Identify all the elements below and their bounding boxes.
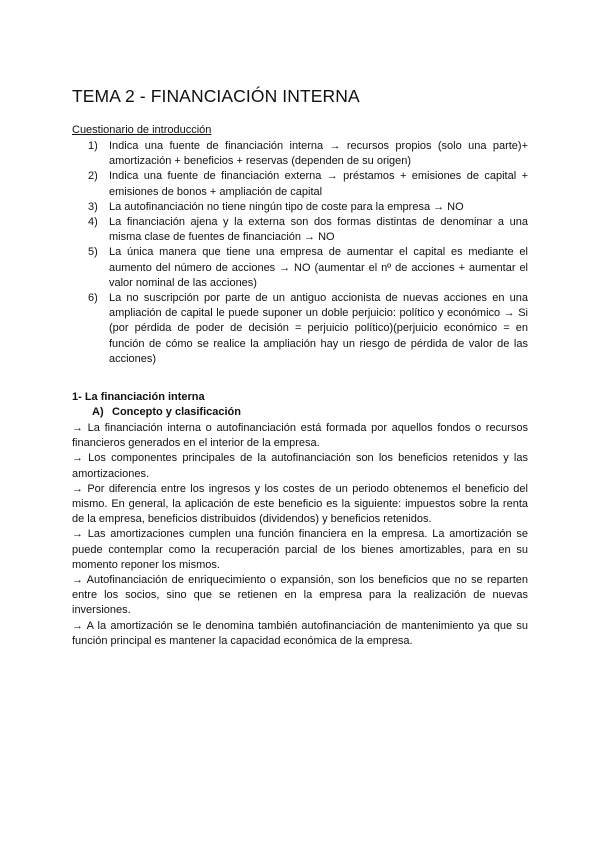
paragraph: → La financiación interna o autofinanciación está formada por aquellos fondos o recursos financieros generados en el interior de la empresa. <box>72 422 528 450</box>
page-title: TEMA 2 - FINANCIACIÓN INTERNA <box>72 86 360 106</box>
questionnaire-list <box>72 139 528 367</box>
list-item-number: 2) <box>88 170 98 183</box>
list-item <box>72 169 528 199</box>
paragraph: → Autofinanciación de enriquecimiento o expansión, son los beneficios que no se reparten entre los socios, sino que se retienen en la empresa para la realización de nuevas inversiones. <box>72 574 528 617</box>
list-item-text: La financiación ajena y la externa son dos formas distintas de denominar a una misma clase de fuentes de financiación → NO <box>109 216 528 244</box>
paragraph: → A la amortización se le denomina también autofinanciación de mantenimiento ya que su función principal es mantener la capacidad económica de la empresa. <box>72 619 528 647</box>
section-title: 1- La financiación interna <box>72 391 205 403</box>
section-body <box>72 421 528 649</box>
list-item-text: Indica una fuente de financiación externa → préstamos + emisiones de capital + emisiones de bonos + ampliación de capital <box>109 170 528 198</box>
list-item-text: La no suscripción por parte de un antiguo accionista de nuevas acciones en una ampliación de capital le puede suponer un doble perjuicio: político y económico → Si (por pérdida de poder de decisión = perjuicio político)(perjuicio económico = en función de cómo se realice la ampliación hay un riesgo de pérdida de valor de las acciones) <box>109 292 528 365</box>
list-item-number: 1) <box>88 140 98 152</box>
list-item <box>72 245 528 291</box>
paragraph: → Por diferencia entre los ingresos y los costes de un periodo obtenemos el beneficio del mismo. En general, la aplicación de este beneficio es la siguiente: impuestos sobre la renta de la empresa, beneficios distribuidos (dividendos) y beneficios retenidos. <box>72 482 528 526</box>
list-item <box>72 139 528 169</box>
list-item-number: 5) <box>88 246 98 259</box>
subsection-letter: A) <box>92 406 104 418</box>
list-item <box>72 215 528 245</box>
questionnaire-heading: Cuestionario de introducción <box>72 124 212 136</box>
list-item-number: 4) <box>88 216 98 229</box>
list-item-text: Indica una fuente de financiación interna → recursos propios (solo una parte)+ amortización + beneficios + reservas (dependen de su origen) <box>109 140 528 168</box>
subsection-label: Concepto y clasificación <box>112 406 241 418</box>
subsection-title <box>92 406 241 418</box>
paragraph: → Los componentes principales de la autofinanciación son los beneficios retenidos y las amortizaciones. <box>72 452 528 480</box>
list-item-text: La autofinanciación no tiene ningún tipo de coste para la empresa → NO <box>109 200 464 213</box>
list-item <box>72 291 528 367</box>
paragraph: → Las amortizaciones cumplen una función financiera en la empresa. La amortización se puede contemplar como la recuperación parcial de los bienes amortizables, para en su momento reponer los mismos. <box>72 528 528 571</box>
list-item-text: La única manera que tiene una empresa de aumentar el capital es mediante el aumento del número de acciones → NO (aumentar el nº de acciones + aumentar el valor nominal de las acciones) <box>109 246 528 289</box>
list-item <box>72 200 528 215</box>
list-item-number: 6) <box>88 292 98 305</box>
list-item-number: 3) <box>88 200 98 213</box>
